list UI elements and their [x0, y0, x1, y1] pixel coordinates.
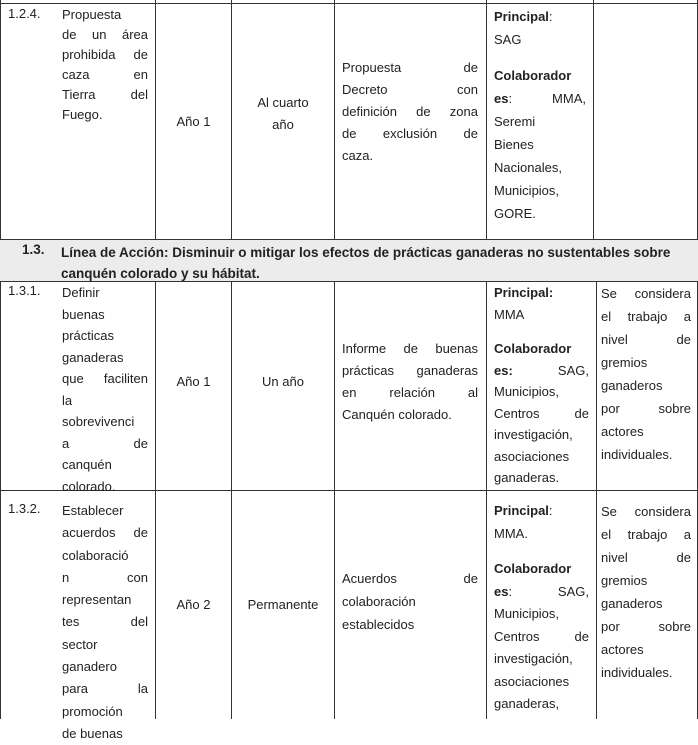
text-line: Centros de: [494, 628, 589, 644]
text-line: colorado.: [62, 478, 116, 494]
text-line: Acuerdos de: [342, 571, 478, 586]
text-line: por sobre: [601, 619, 691, 634]
text-line: Municipios,: [494, 183, 560, 198]
start-year: [156, 4, 231, 239]
text-line: Definir: [62, 285, 100, 300]
text-line: Año 1: [176, 113, 211, 129]
text-line: es: SAG,: [494, 583, 589, 599]
text-line: nivel de: [601, 332, 691, 347]
text-line: n con: [62, 569, 148, 585]
column-divider: [334, 281, 335, 719]
row-divider: [0, 239, 698, 240]
action-description: [62, 500, 148, 745]
text-line: por sobre: [601, 401, 691, 416]
text-line: prohibida de: [62, 47, 148, 62]
text-line: a de: [62, 435, 148, 451]
text-line: sector: [62, 636, 98, 652]
text-line: Propuesta de: [342, 59, 478, 75]
text-line: el trabajo a: [601, 309, 691, 324]
responsible: [494, 500, 589, 716]
bold-label: es: [494, 583, 509, 599]
action-description: [62, 5, 148, 125]
notes: [601, 282, 691, 466]
text-line: definición de zona: [342, 103, 478, 119]
cell-paragraph: [62, 282, 148, 497]
cell-paragraph: [232, 594, 334, 616]
text-line: en relación al: [342, 385, 478, 400]
text-line: gremios: [601, 573, 648, 588]
text-line: sobrevivenci: [62, 414, 135, 429]
action-number: 1.2.4.: [8, 6, 41, 21]
text-line: nivel de: [601, 550, 691, 565]
bold-label: Colaborador: [494, 341, 572, 356]
indicator: [342, 282, 478, 482]
cell-paragraph: [156, 111, 231, 133]
cell-paragraph: [494, 500, 589, 545]
text-line: Fuego.: [62, 107, 103, 122]
text-line: gremios: [601, 355, 648, 370]
text-line: ganaderos: [601, 378, 663, 393]
text-line: ganaderas,: [494, 696, 560, 711]
text-line: prácticas: [62, 328, 115, 343]
text-line: Principal:: [494, 503, 553, 518]
text-line: GORE.: [494, 206, 536, 221]
cell-paragraph: [494, 338, 589, 489]
text-line: actores: [601, 424, 644, 439]
section-title: Línea de Acción: Disminuir o mitigar los efectos de prácticas ganaderas no sustentables sobre canquén colorado y su hábitat.: [61, 245, 671, 281]
text-line: Nacionales,: [494, 160, 562, 175]
cell-paragraph: [494, 558, 589, 716]
text-line: Al cuarto: [257, 95, 309, 110]
text-line: actores: [601, 642, 644, 657]
action-description: [62, 282, 148, 497]
cell-paragraph: [62, 5, 148, 125]
text-line: Principal:: [494, 9, 553, 24]
text-line: Seremi: [494, 114, 536, 129]
text-line: Un año: [262, 374, 304, 389]
text-line: [494, 558, 589, 581]
term: [232, 491, 334, 719]
notes: [601, 500, 691, 684]
text-line: ganaderas: [62, 349, 124, 365]
cell-paragraph: [156, 371, 231, 393]
text-line: MMA: [494, 306, 525, 322]
bold-label: Principal:: [494, 285, 554, 300]
term: [232, 4, 334, 224]
bold-label: es: [494, 91, 509, 106]
text-line: año: [272, 117, 294, 132]
action-number: 1.3.1.: [8, 283, 41, 298]
cell-paragraph: [494, 64, 586, 225]
text-line: Establecer: [62, 503, 124, 518]
text-line: ganadero: [62, 659, 117, 675]
cell-paragraph: [156, 594, 231, 616]
cell-paragraph: [601, 282, 691, 466]
text-line: buenas: [62, 306, 105, 322]
text-line: Año 1: [176, 374, 211, 389]
start-year: [156, 282, 231, 482]
indicator: [342, 567, 478, 636]
cell-paragraph: [342, 567, 478, 636]
text-line: de buenas: [62, 725, 123, 741]
text-line: promoción: [62, 703, 123, 719]
text-line: [494, 64, 586, 87]
text-line: la: [62, 392, 73, 408]
text-line: Centros de: [494, 405, 589, 421]
cell-paragraph: [232, 371, 334, 393]
text-line: asociaciones: [494, 673, 570, 689]
column-divider: [0, 281, 1, 719]
text-line: Permanente: [247, 597, 319, 612]
column-divider: [486, 281, 487, 719]
text-line: que faciliten: [62, 371, 148, 386]
text-line: asociaciones: [494, 448, 570, 464]
text-line: investigación,: [494, 427, 573, 442]
bold-label: Principal: [494, 503, 549, 518]
section-number: 1.3.: [22, 242, 45, 257]
responsible: [494, 282, 589, 489]
text-line: Propuesta: [62, 7, 122, 22]
cell-paragraph: [342, 57, 478, 167]
text-line: colaboración: [342, 594, 416, 609]
column-divider: [334, 0, 335, 239]
column-divider: [0, 0, 1, 239]
cell-paragraph: [494, 5, 586, 51]
text-line: MMA.: [494, 525, 528, 541]
text-line: Se considera: [601, 504, 691, 519]
text-line: ganaderas.: [494, 470, 560, 485]
text-line: de exclusión de: [342, 125, 478, 141]
bold-label: Principal: [494, 9, 549, 24]
text-line: investigación,: [494, 651, 573, 666]
text-line: [494, 282, 589, 304]
text-line: SAG: [494, 32, 522, 47]
text-line: Decreto con: [342, 81, 478, 97]
text-line: tes del: [62, 614, 148, 630]
cell-paragraph: [232, 92, 334, 136]
text-line: [494, 338, 589, 360]
text-line: individuales.: [601, 447, 673, 462]
column-divider: [593, 0, 594, 239]
start-year: [156, 491, 231, 719]
text-line: acuerdos de: [62, 525, 148, 541]
text-line: Informe de buenas: [342, 341, 478, 356]
term: [232, 282, 334, 482]
text-line: ganaderos: [601, 596, 663, 611]
text-line: establecidos: [342, 617, 415, 632]
text-line: caza.: [342, 147, 374, 163]
cell-paragraph: [601, 500, 691, 684]
text-line: prácticas ganaderas: [342, 363, 478, 378]
cell-paragraph: [62, 500, 148, 745]
text-line: Año 2: [176, 597, 211, 612]
text-line: canquén: [62, 457, 112, 472]
text-line: es: SAG,: [494, 362, 589, 378]
text-line: Se considera: [601, 286, 691, 301]
text-line: caza en: [62, 67, 148, 82]
cell-paragraph: [494, 282, 589, 325]
text-line: para la: [62, 681, 148, 697]
bold-label: Colaborador: [494, 561, 572, 576]
text-line: Canquén colorado.: [342, 407, 452, 422]
text-line: Municipios,: [494, 606, 560, 621]
text-line: de un área: [62, 27, 148, 42]
text-line: es: MMA,: [494, 91, 586, 106]
column-divider: [486, 0, 487, 239]
text-line: individuales.: [601, 665, 673, 680]
cell-paragraph: [342, 338, 478, 426]
text-line: Bienes: [494, 137, 534, 152]
bold-label: Colaborador: [494, 68, 572, 83]
responsible: [494, 5, 586, 225]
text-line: el trabajo a: [601, 527, 691, 542]
text-line: Tierra del: [62, 87, 148, 102]
action-number: 1.3.2.: [8, 501, 41, 516]
bold-label: es:: [494, 362, 513, 378]
text-line: Municipios,: [494, 384, 560, 399]
column-divider: [596, 281, 597, 719]
text-line: colaboració: [62, 547, 129, 563]
text-line: representan: [62, 592, 132, 608]
indicator: [342, 4, 478, 219]
